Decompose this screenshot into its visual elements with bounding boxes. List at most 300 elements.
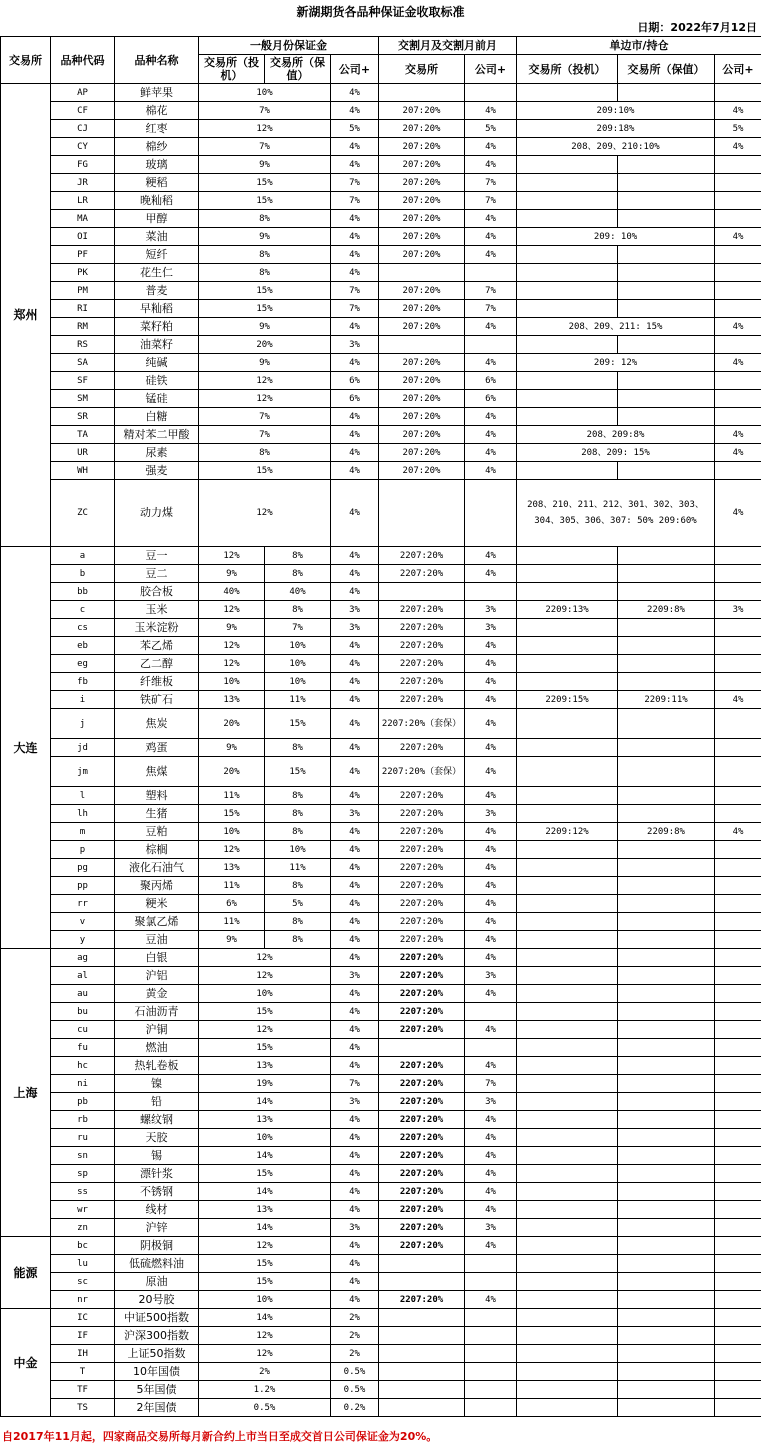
unilateral-hedge-cell [618, 282, 715, 300]
name-cell: 强麦 [115, 462, 199, 480]
unilateral-company-cell [715, 877, 761, 895]
name-cell: 上证50指数 [115, 1345, 199, 1363]
general-margin-cell: 12% [199, 967, 331, 985]
code-cell: pg [51, 859, 115, 877]
delivery-company-cell: 4% [465, 787, 517, 805]
unilateral-hedge-cell [618, 84, 715, 102]
table-row [1, 372, 761, 390]
general-company-cell: 4% [331, 444, 379, 462]
name-cell: 苯乙烯 [115, 637, 199, 655]
delivery-company-cell: 4% [465, 1021, 517, 1039]
unilateral-hedge-cell [618, 246, 715, 264]
name-cell: 石油沥青 [115, 1003, 199, 1021]
general-company-cell: 4% [331, 408, 379, 426]
general-margin-cell: 15% [199, 282, 331, 300]
code-cell: lh [51, 805, 115, 823]
unilateral-company-cell [715, 859, 761, 877]
unilateral-hedge-cell [618, 985, 715, 1003]
general-company-cell: 4% [331, 426, 379, 444]
name-cell: 棉纱 [115, 138, 199, 156]
general-margin-cell: 20% [199, 336, 331, 354]
general-margin-cell: 9% [199, 354, 331, 372]
code-cell: sc [51, 1273, 115, 1291]
name-cell: 豆油 [115, 931, 199, 949]
general-company-cell: 4% [331, 859, 379, 877]
general-spec-cell: 11% [199, 787, 265, 805]
unilateral-hedge-cell [618, 1291, 715, 1309]
name-cell: 焦煤 [115, 757, 199, 787]
delivery-ex-cell [379, 336, 465, 354]
table-row [1, 895, 761, 913]
name-cell: 尿素 [115, 444, 199, 462]
delivery-company-cell: 3% [465, 619, 517, 637]
general-company-cell: 2% [331, 1345, 379, 1363]
general-margin-cell: 8% [199, 210, 331, 228]
table-row [1, 1291, 761, 1309]
header-delivery-company: 公司+ [465, 55, 517, 84]
unilateral-spec-cell [517, 264, 618, 282]
unilateral-company-cell: 4% [715, 354, 761, 372]
general-hedge-cell: 10% [265, 841, 331, 859]
delivery-company-cell [465, 336, 517, 354]
unilateral-hedge-cell [618, 390, 715, 408]
code-cell: rb [51, 1111, 115, 1129]
unilateral-company-cell [715, 174, 761, 192]
unilateral-company-cell [715, 336, 761, 354]
code-cell: b [51, 565, 115, 583]
name-cell: 漂针浆 [115, 1165, 199, 1183]
general-margin-cell: 8% [199, 246, 331, 264]
delivery-ex-cell: 2207:20% [379, 1111, 465, 1129]
unilateral-hedge-cell [618, 1147, 715, 1165]
name-cell: 红枣 [115, 120, 199, 138]
code-cell: nr [51, 1291, 115, 1309]
unilateral-company-cell [715, 895, 761, 913]
general-spec-cell: 9% [199, 565, 265, 583]
name-cell: 鸡蛋 [115, 739, 199, 757]
delivery-company-cell: 4% [465, 757, 517, 787]
general-hedge-cell: 5% [265, 895, 331, 913]
delivery-company-cell: 4% [465, 1111, 517, 1129]
name-cell: 低硫燃料油 [115, 1255, 199, 1273]
unilateral-company-cell: 4% [715, 691, 761, 709]
code-cell: ss [51, 1183, 115, 1201]
table-row [1, 691, 761, 709]
unilateral-hedge-cell: 2209:8% [618, 823, 715, 841]
unilateral-spec-cell [517, 547, 618, 565]
general-hedge-cell: 8% [265, 565, 331, 583]
general-spec-cell: 9% [199, 739, 265, 757]
table-row [1, 210, 761, 228]
unilateral-spec-cell [517, 637, 618, 655]
general-margin-cell: 7% [199, 138, 331, 156]
unilateral-hedge-cell [618, 462, 715, 480]
code-cell: UR [51, 444, 115, 462]
delivery-ex-cell: 2207:20% [379, 1219, 465, 1237]
general-company-cell: 4% [331, 1039, 379, 1057]
general-company-cell: 6% [331, 372, 379, 390]
code-cell: wr [51, 1201, 115, 1219]
general-margin-cell: 12% [199, 1021, 331, 1039]
unilateral-margin-cell: 208、210、211、212、301、302、303、304、305、306、307: 50% 209:60% [517, 480, 715, 547]
unilateral-company-cell: 5% [715, 120, 761, 138]
general-margin-cell: 14% [199, 1147, 331, 1165]
delivery-company-cell: 4% [465, 985, 517, 1003]
unilateral-spec-cell [517, 1201, 618, 1219]
delivery-company-cell: 4% [465, 426, 517, 444]
delivery-ex-cell: 2207:20% [379, 739, 465, 757]
code-cell: SF [51, 372, 115, 390]
general-company-cell: 4% [331, 739, 379, 757]
general-margin-cell: 9% [199, 156, 331, 174]
unilateral-hedge-cell [618, 841, 715, 859]
name-cell: 纯碱 [115, 354, 199, 372]
unilateral-hedge-cell [618, 1327, 715, 1345]
general-margin-cell: 12% [199, 1345, 331, 1363]
unilateral-company-cell [715, 841, 761, 859]
general-company-cell: 2% [331, 1309, 379, 1327]
general-company-cell: 4% [331, 1147, 379, 1165]
unilateral-company-cell [715, 1129, 761, 1147]
delivery-company-cell: 4% [465, 354, 517, 372]
delivery-company-cell: 4% [465, 673, 517, 691]
unilateral-hedge-cell [618, 264, 715, 282]
table-row [1, 739, 761, 757]
table-row [1, 462, 761, 480]
code-cell: MA [51, 210, 115, 228]
delivery-company-cell [465, 1345, 517, 1363]
unilateral-hedge-cell [618, 637, 715, 655]
table-row [1, 709, 761, 739]
unilateral-company-cell [715, 462, 761, 480]
unilateral-spec-cell [517, 1147, 618, 1165]
general-company-cell: 4% [331, 877, 379, 895]
delivery-company-cell: 4% [465, 138, 517, 156]
delivery-ex-cell: 2207:20% [379, 967, 465, 985]
general-margin-cell: 15% [199, 300, 331, 318]
general-spec-cell: 11% [199, 913, 265, 931]
name-cell: 热轧卷板 [115, 1057, 199, 1075]
general-spec-cell: 9% [199, 619, 265, 637]
delivery-company-cell: 4% [465, 1237, 517, 1255]
name-cell: 铅 [115, 1093, 199, 1111]
unilateral-hedge-cell [618, 1075, 715, 1093]
general-company-cell: 4% [331, 655, 379, 673]
delivery-ex-cell: 2207:20% [379, 1093, 465, 1111]
code-cell: AP [51, 84, 115, 102]
general-company-cell: 7% [331, 300, 379, 318]
delivery-ex-cell: 207:20% [379, 192, 465, 210]
general-company-cell: 4% [331, 1255, 379, 1273]
unilateral-hedge-cell [618, 757, 715, 787]
name-cell: 豆一 [115, 547, 199, 565]
header-code: 品种代码 [51, 37, 115, 84]
delivery-company-cell: 4% [465, 1129, 517, 1147]
code-cell: ag [51, 949, 115, 967]
name-cell: 早籼稻 [115, 300, 199, 318]
unilateral-hedge-cell [618, 655, 715, 673]
unilateral-hedge-cell [618, 709, 715, 739]
delivery-ex-cell [379, 1309, 465, 1327]
delivery-ex-cell: 2207:20% [379, 913, 465, 931]
name-cell: 甲醇 [115, 210, 199, 228]
table-row [1, 1345, 761, 1363]
delivery-company-cell [465, 1309, 517, 1327]
general-margin-cell: 15% [199, 1039, 331, 1057]
code-cell: T [51, 1363, 115, 1381]
code-cell: ru [51, 1129, 115, 1147]
delivery-company-cell: 4% [465, 655, 517, 673]
unilateral-company-cell [715, 1075, 761, 1093]
table-row [1, 985, 761, 1003]
delivery-company-cell: 4% [465, 102, 517, 120]
unilateral-hedge-cell [618, 619, 715, 637]
general-hedge-cell: 11% [265, 859, 331, 877]
unilateral-spec-cell [517, 1021, 618, 1039]
name-cell: 燃油 [115, 1039, 199, 1057]
unilateral-margin-cell: 208、209:8% [517, 426, 715, 444]
general-company-cell: 0.2% [331, 1399, 379, 1417]
unilateral-company-cell [715, 372, 761, 390]
general-margin-cell: 14% [199, 1219, 331, 1237]
delivery-ex-cell: 2207:20% [379, 1201, 465, 1219]
table-row [1, 565, 761, 583]
code-cell: IF [51, 1327, 115, 1345]
general-spec-cell: 6% [199, 895, 265, 913]
general-margin-cell: 7% [199, 426, 331, 444]
general-margin-cell: 15% [199, 1255, 331, 1273]
margin-table [0, 36, 761, 1417]
general-margin-cell: 15% [199, 174, 331, 192]
unilateral-spec-cell [517, 1183, 618, 1201]
general-margin-cell: 12% [199, 480, 331, 547]
table-row [1, 264, 761, 282]
code-cell: y [51, 931, 115, 949]
general-hedge-cell: 8% [265, 547, 331, 565]
unilateral-hedge-cell [618, 372, 715, 390]
unilateral-hedge-cell [618, 949, 715, 967]
code-cell: IH [51, 1345, 115, 1363]
table-row [1, 547, 761, 565]
unilateral-company-cell [715, 1399, 761, 1417]
general-company-cell: 4% [331, 1003, 379, 1021]
delivery-company-cell: 4% [465, 318, 517, 336]
code-cell: bc [51, 1237, 115, 1255]
unilateral-hedge-cell: 2209:11% [618, 691, 715, 709]
unilateral-spec-cell [517, 462, 618, 480]
unilateral-company-cell: 4% [715, 823, 761, 841]
table-row [1, 931, 761, 949]
unilateral-hedge-cell [618, 565, 715, 583]
exchange-cell: 中金 [1, 1309, 51, 1417]
code-cell: CF [51, 102, 115, 120]
header-unilateral: 单边市/持仓 [517, 37, 761, 55]
table-row [1, 246, 761, 264]
unilateral-spec-cell [517, 408, 618, 426]
unilateral-company-cell [715, 673, 761, 691]
unilateral-company-cell [715, 757, 761, 787]
name-cell: 棕榈 [115, 841, 199, 859]
name-cell: 原油 [115, 1273, 199, 1291]
general-margin-cell: 9% [199, 228, 331, 246]
delivery-ex-cell: 207:20% [379, 138, 465, 156]
unilateral-spec-cell [517, 949, 618, 967]
unilateral-spec-cell [517, 1399, 618, 1417]
unilateral-hedge-cell [618, 336, 715, 354]
unilateral-spec-cell [517, 985, 618, 1003]
table-row [1, 192, 761, 210]
general-company-cell: 4% [331, 480, 379, 547]
unilateral-company-cell [715, 985, 761, 1003]
name-cell: 短纤 [115, 246, 199, 264]
code-cell: SR [51, 408, 115, 426]
unilateral-spec-cell [517, 84, 618, 102]
unilateral-company-cell [715, 1003, 761, 1021]
unilateral-spec-cell [517, 913, 618, 931]
code-cell: jd [51, 739, 115, 757]
table-row [1, 805, 761, 823]
unilateral-hedge-cell [618, 895, 715, 913]
name-cell: 乙二醇 [115, 655, 199, 673]
code-cell: ni [51, 1075, 115, 1093]
code-cell: LR [51, 192, 115, 210]
table-row [1, 174, 761, 192]
general-company-cell: 4% [331, 787, 379, 805]
general-company-cell: 4% [331, 156, 379, 174]
table-row [1, 1237, 761, 1255]
unilateral-margin-cell: 209: 10% [517, 228, 715, 246]
unilateral-company-cell [715, 1345, 761, 1363]
unilateral-spec-cell [517, 246, 618, 264]
code-cell: JR [51, 174, 115, 192]
unilateral-company-cell [715, 931, 761, 949]
delivery-company-cell: 7% [465, 192, 517, 210]
general-company-cell: 4% [331, 1237, 379, 1255]
header-unilateral-company: 公司+ [715, 55, 761, 84]
unilateral-spec-cell [517, 931, 618, 949]
name-cell: 白糖 [115, 408, 199, 426]
exchange-cell: 上海 [1, 949, 51, 1237]
unilateral-spec-cell [517, 156, 618, 174]
general-hedge-cell: 8% [265, 787, 331, 805]
date-label: 日期：2022年7月12日 [637, 21, 757, 34]
general-hedge-cell: 8% [265, 739, 331, 757]
unilateral-hedge-cell [618, 805, 715, 823]
delivery-ex-cell: 2207:20% [379, 841, 465, 859]
delivery-ex-cell: 2207:20% [379, 1129, 465, 1147]
unilateral-company-cell [715, 264, 761, 282]
table-row [1, 1183, 761, 1201]
delivery-company-cell: 4% [465, 565, 517, 583]
general-company-cell: 3% [331, 805, 379, 823]
delivery-ex-cell: 2207:20% [379, 1237, 465, 1255]
unilateral-company-cell [715, 1381, 761, 1399]
unilateral-margin-cell: 208、209、210:10% [517, 138, 715, 156]
unilateral-company-cell [715, 787, 761, 805]
name-cell: 菜油 [115, 228, 199, 246]
unilateral-company-cell: 4% [715, 138, 761, 156]
delivery-ex-cell: 2207:20%（套保） [379, 757, 465, 787]
delivery-ex-cell: 2207:20% [379, 655, 465, 673]
name-cell: 锡 [115, 1147, 199, 1165]
name-cell: 铁矿石 [115, 691, 199, 709]
delivery-company-cell: 5% [465, 120, 517, 138]
delivery-ex-cell: 2207:20% [379, 1021, 465, 1039]
delivery-company-cell: 4% [465, 1183, 517, 1201]
delivery-ex-cell: 207:20% [379, 210, 465, 228]
code-cell: bb [51, 583, 115, 601]
general-margin-cell: 12% [199, 390, 331, 408]
unilateral-spec-cell [517, 1165, 618, 1183]
unilateral-spec-cell [517, 1291, 618, 1309]
unilateral-hedge-cell [618, 877, 715, 895]
code-cell: FG [51, 156, 115, 174]
general-company-cell: 4% [331, 354, 379, 372]
delivery-company-cell: 4% [465, 949, 517, 967]
name-cell: 阴极铜 [115, 1237, 199, 1255]
general-margin-cell: 2% [199, 1363, 331, 1381]
delivery-company-cell [465, 1273, 517, 1291]
delivery-company-cell [465, 1399, 517, 1417]
unilateral-spec-cell [517, 174, 618, 192]
unilateral-company-cell [715, 583, 761, 601]
general-margin-cell: 12% [199, 1327, 331, 1345]
table-row [1, 1111, 761, 1129]
general-margin-cell: 12% [199, 372, 331, 390]
general-company-cell: 4% [331, 264, 379, 282]
general-hedge-cell: 10% [265, 637, 331, 655]
unilateral-hedge-cell [618, 300, 715, 318]
delivery-ex-cell: 207:20% [379, 444, 465, 462]
unilateral-spec-cell [517, 805, 618, 823]
unilateral-company-cell [715, 1093, 761, 1111]
name-cell: 晚籼稻 [115, 192, 199, 210]
delivery-company-cell: 4% [465, 444, 517, 462]
code-cell: pp [51, 877, 115, 895]
unilateral-company-cell [715, 1201, 761, 1219]
exchange-cell: 大连 [1, 547, 51, 949]
general-company-cell: 3% [331, 601, 379, 619]
table-row [1, 757, 761, 787]
unilateral-spec-cell [517, 1111, 618, 1129]
name-cell: 胶合板 [115, 583, 199, 601]
general-margin-cell: 9% [199, 318, 331, 336]
table-row [1, 1201, 761, 1219]
general-company-cell: 4% [331, 583, 379, 601]
delivery-company-cell: 4% [465, 823, 517, 841]
name-cell: 2年国债 [115, 1399, 199, 1417]
name-cell: 白银 [115, 949, 199, 967]
table-row [1, 637, 761, 655]
header-unilateral-spec: 交易所（投机） [517, 55, 618, 84]
general-company-cell: 4% [331, 985, 379, 1003]
unilateral-spec-cell [517, 757, 618, 787]
delivery-company-cell [465, 1363, 517, 1381]
delivery-company-cell [465, 480, 517, 547]
unilateral-spec-cell [517, 1075, 618, 1093]
table-row [1, 390, 761, 408]
exchange-cell: 能源 [1, 1237, 51, 1309]
unilateral-hedge-cell [618, 1219, 715, 1237]
general-hedge-cell: 8% [265, 877, 331, 895]
unilateral-company-cell [715, 1183, 761, 1201]
unilateral-spec-cell: 2209:12% [517, 823, 618, 841]
general-spec-cell: 20% [199, 757, 265, 787]
code-cell: RS [51, 336, 115, 354]
name-cell: 菜籽粕 [115, 318, 199, 336]
general-company-cell: 3% [331, 1219, 379, 1237]
delivery-ex-cell: 2207:20%（套保） [379, 709, 465, 739]
